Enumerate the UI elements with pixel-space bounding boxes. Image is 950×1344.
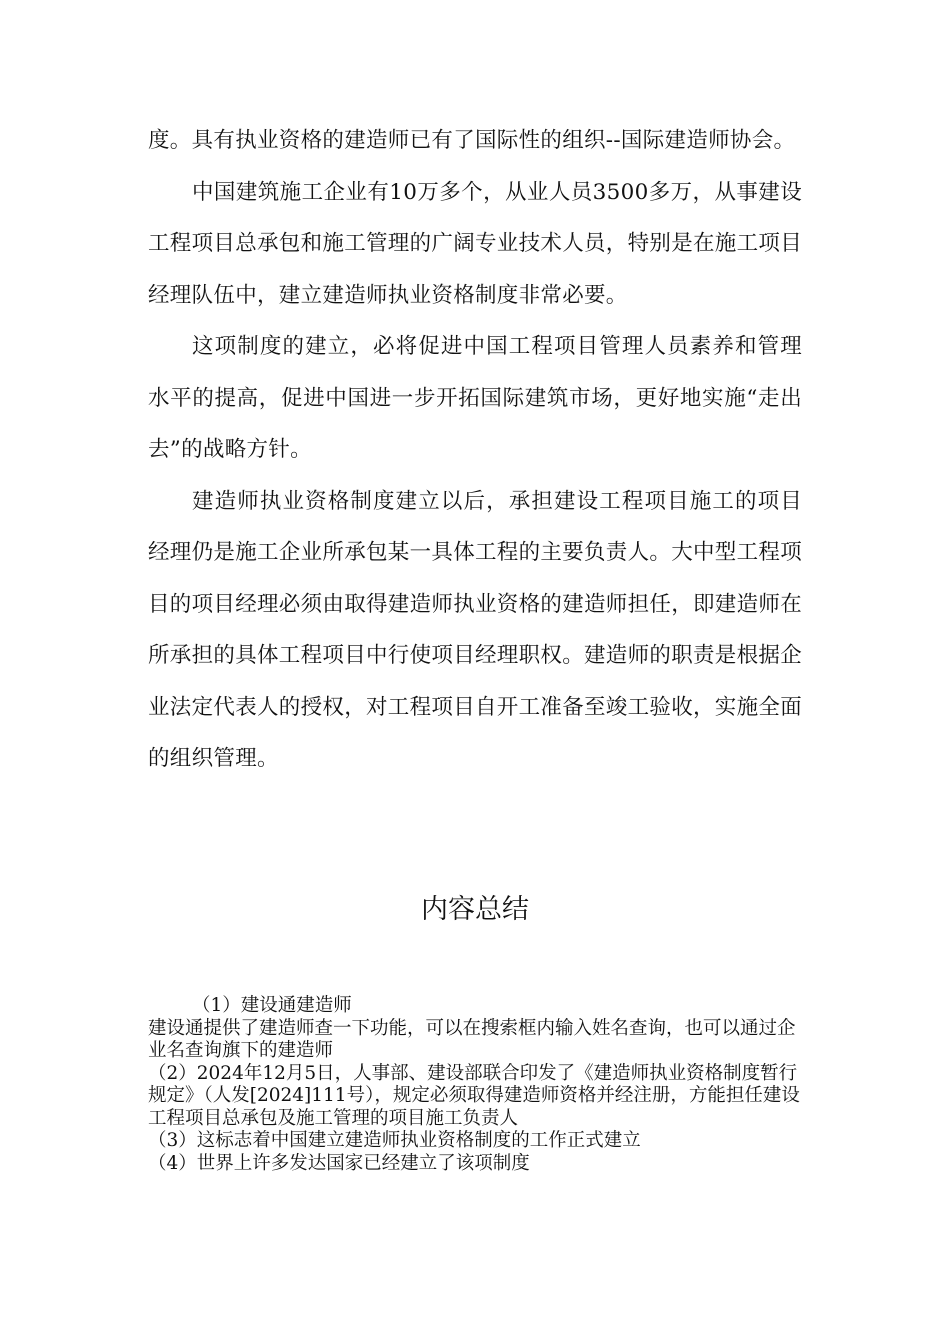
summary-item-3: （3）这标志着中国建立建造师执业资格制度的工作正式建立: [148, 1130, 641, 1151]
paragraph-3: 这项制度的建立，必将促进中国工程项目管理人员素养和管理水平的提高，促进中国进一步开拓国际建筑市场，更好地实施“走出去”的战略方针。: [148, 334, 802, 462]
paragraph-2: 中国建筑施工企业有10万多个，从业人员3500多万，从事建设工程项目总承包和施工管理的广阔专业技术人员，特别是在施工项目经理队伍中，建立建造师执业资格制度非常必要。: [148, 179, 803, 308]
paragraph-1: 度。具有执业资格的建造师已有了国际性的组织--国际建造师协会。: [148, 128, 796, 153]
summary-item-4: （4）世界上许多发达国家已经建立了该项制度: [148, 1152, 530, 1174]
summary-section: [148, 995, 808, 1175]
paragraph-4: 建造师执业资格制度建立以后，承担建设工程项目施工的项目经理仍是施工企业所承包某一具体工程的主要负责人。大中型工程项目的项目经理必须由取得建造师执业资格的建造师担任，即建造师在所承担的具体工程项目中行使项目经理职权。建造师的职责是根据企业法定代表人的授权，对工程项目自开工准备至竣工验收，实施全面的组织管理。: [148, 488, 803, 771]
body-text: [148, 115, 802, 785]
summary-item-1-body: 建设通提供了建造师查一下功能，可以在搜索框内输入姓名查询，也可以通过企业名查询旗下的建造师: [148, 1017, 796, 1061]
summary-item-1-heading: （1）建设通建造师: [192, 995, 352, 1016]
summary-title: 内容总结: [421, 894, 529, 925]
summary-item-2: （2）2024年12月5日，人事部、建设部联合印发了《建造师执业资格制度暂行规定》（人发[2024]111号），规定必须取得建造师资格并经注册，方能担任建设工程项目总承包及施工管理的项目施工负责人: [148, 1062, 800, 1129]
